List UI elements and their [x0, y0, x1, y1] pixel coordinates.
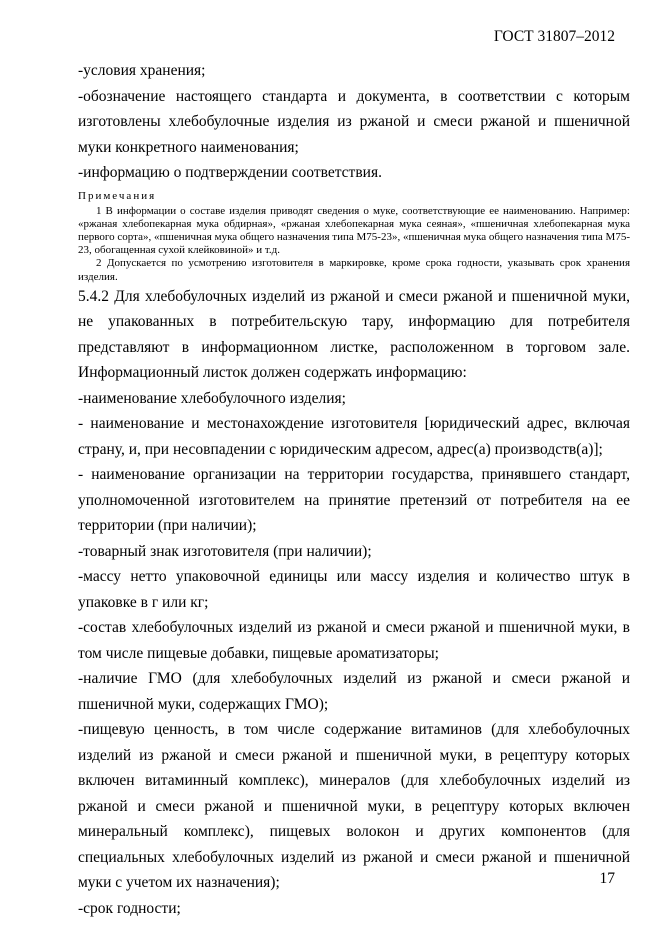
- list-item: -массу нетто упаковочной единицы или массу изделия и количество штук в упаковке в г или кг;: [78, 568, 630, 611]
- list-item: -состав хлебобулочных изделий из ржаной и смеси ржаной и пшеничной муки, в том числе пищевые добавки, пищевые ароматизаторы;: [78, 619, 630, 662]
- page-header: ГОСТ 31807–2012: [493, 28, 615, 45]
- list-item: -пищевую ценность, в том числе содержание витаминов (для хлебобулочных изделий из ржаной и смеси ржаной и пшеничной муки, в рецептуру которых включен витаминный комплекс), минералов (для хлебобулочных изделий из ржаной и смеси ржаной и пшеничной муки, в рецептуру которых включен минеральный комплекс), пищевых волокон и других компонентов (для специальных хлебобулочных изделий из ржаной и смеси ржаной и пшеничной муки с учетом их назначения);: [78, 721, 630, 892]
- list-item: - наименование организации на территории государства, принявшего стандарт, уполномоченной изготовителем на принятие претензий от потребителя на ее территории (при наличии);: [78, 466, 630, 535]
- page-number: 17: [599, 870, 615, 887]
- list-item: - наименование и местонахождение изготовителя [юридический адрес, включая страну, и, при несовпадении с юридическим адресом, адрес(а) производств(а)];: [78, 415, 630, 458]
- paragraph: -информацию о подтверждении соответствия.: [78, 164, 382, 181]
- note-item: 1 В информации о составе изделия приводят сведения о муке, соответствующие ее наименованию. Например: «ржаная хлебопекарная мука обдирная», «ржаная хлебопекарная мука сеяная», «пшеничная хлебопекарная мука первого сорта», «пшеничная мука общего назначения типа М75-23», «пшеничная мука общего назначения типа М75-23, обогащенная сухой клейковиной» и т.д.: [78, 204, 630, 257]
- list-item: -наличие ГМО (для хлебобулочных изделий из ржаной и смеси ржаной и пшеничной муки, содержащих ГМО);: [78, 670, 630, 713]
- notes-title: Примечания: [78, 189, 157, 202]
- list-item: -наименование хлебобулочного изделия;: [78, 389, 346, 407]
- page-body: [78, 58, 630, 921]
- list-item: -товарный знак изготовителя (при наличии);: [78, 542, 372, 560]
- list-item: -срок годности;: [78, 899, 181, 917]
- paragraph: -обозначение настоящего стандарта и документа, в соответствии с которым изготовлены хлебобулочные изделия из ржаной и смеси ржаной и пшеничной муки конкретного наименования;: [78, 87, 630, 156]
- section-intro: 5.4.2 Для хлебобулочных изделий из ржаной и смеси ржаной и пшеничной муки, не упакованных в потребительскую тару, информацию для потребителя представляют в информационном листке, расположенном в торговом зале. Информационный листок должен содержать информацию:: [78, 287, 630, 382]
- paragraph: -условия хранения;: [78, 62, 206, 79]
- note-item: 2 Допускается по усмотрению изготовителя в маркировке, кроме срока годности, указывать срок хранения изделия.: [78, 257, 630, 283]
